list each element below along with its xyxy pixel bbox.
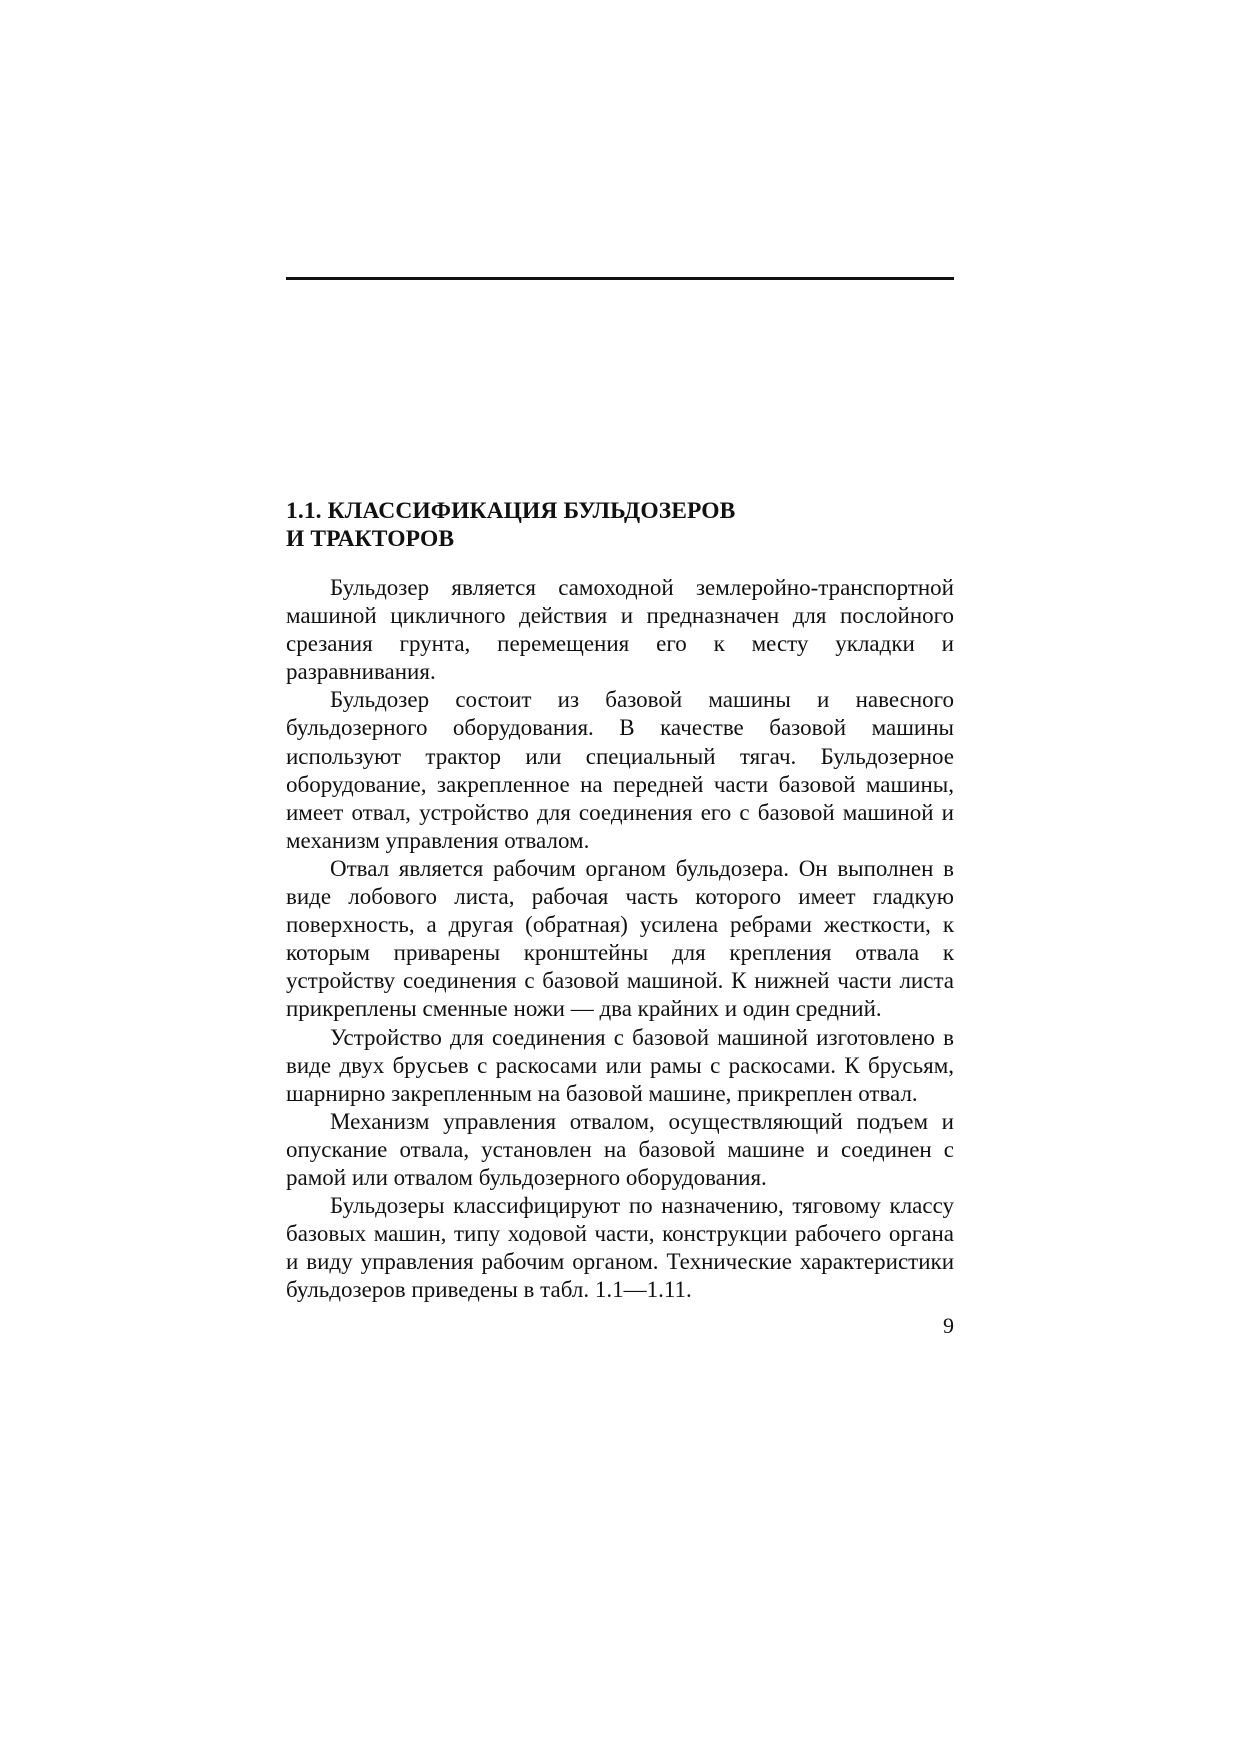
section-title-line-2: И ТРАКТОРОВ (286, 526, 455, 552)
paragraph: Бульдозеры классифицируют по назначению, тяговому классу базовых машин, типу ходовой части, конструкции рабочего органа и виду управления рабочим органом. Технические характеристики бульдозеров приведены в табл. 1.1—1.11. (286, 1193, 954, 1303)
paragraph: Механизм управления отвалом, осуществляющий подъем и опускание отвала, установлен на базовой машине и соединен с рамой или отвалом бульдозерного оборудования. (286, 1108, 954, 1190)
page-number: 9 (943, 1313, 954, 1338)
paragraph: Отвал является рабочим органом бульдозера. Он выполнен в виде лобового листа, рабочая часть которого имеет гладкую поверхность, а другая (обратная) усилена ребрами жесткости, к которым приварены кронштейны для крепления отвала к устройству соединения с базовой машиной. К нижней части листа прикреплены сменные ножи — два крайних и один средний. (286, 855, 954, 1022)
section-title-line-1: 1.1. КЛАССИФИКАЦИЯ БУЛЬДОЗЕРОВ (286, 498, 736, 524)
paragraph: Бульдозер является самоходной землеройно-транспортной машиной цикличного действия и предназначен для послойного срезания грунта, перемещения его к месту укладки и разравнивания. (286, 575, 954, 685)
paragraph: Устройство для соединения с базовой машиной изготовлено в виде двух брусьев с раскосами или рамы с раскосами. К брусьям, шарнирно закрепленным на базовой машине, прикреплен отвал. (286, 1024, 954, 1106)
body-text (286, 574, 954, 1304)
header-rule (286, 277, 954, 280)
paragraph: Бульдозер состоит из базовой машины и навесного бульдозерного оборудования. В качестве базовой машины используют трактор или специальный тягач. Бульдозерное оборудование, закрепленное на передней части базовой машины, имеет отвал, устройство для соединения его с базовой машиной и механизм управления отвалом. (286, 687, 954, 853)
section-title (286, 497, 954, 553)
